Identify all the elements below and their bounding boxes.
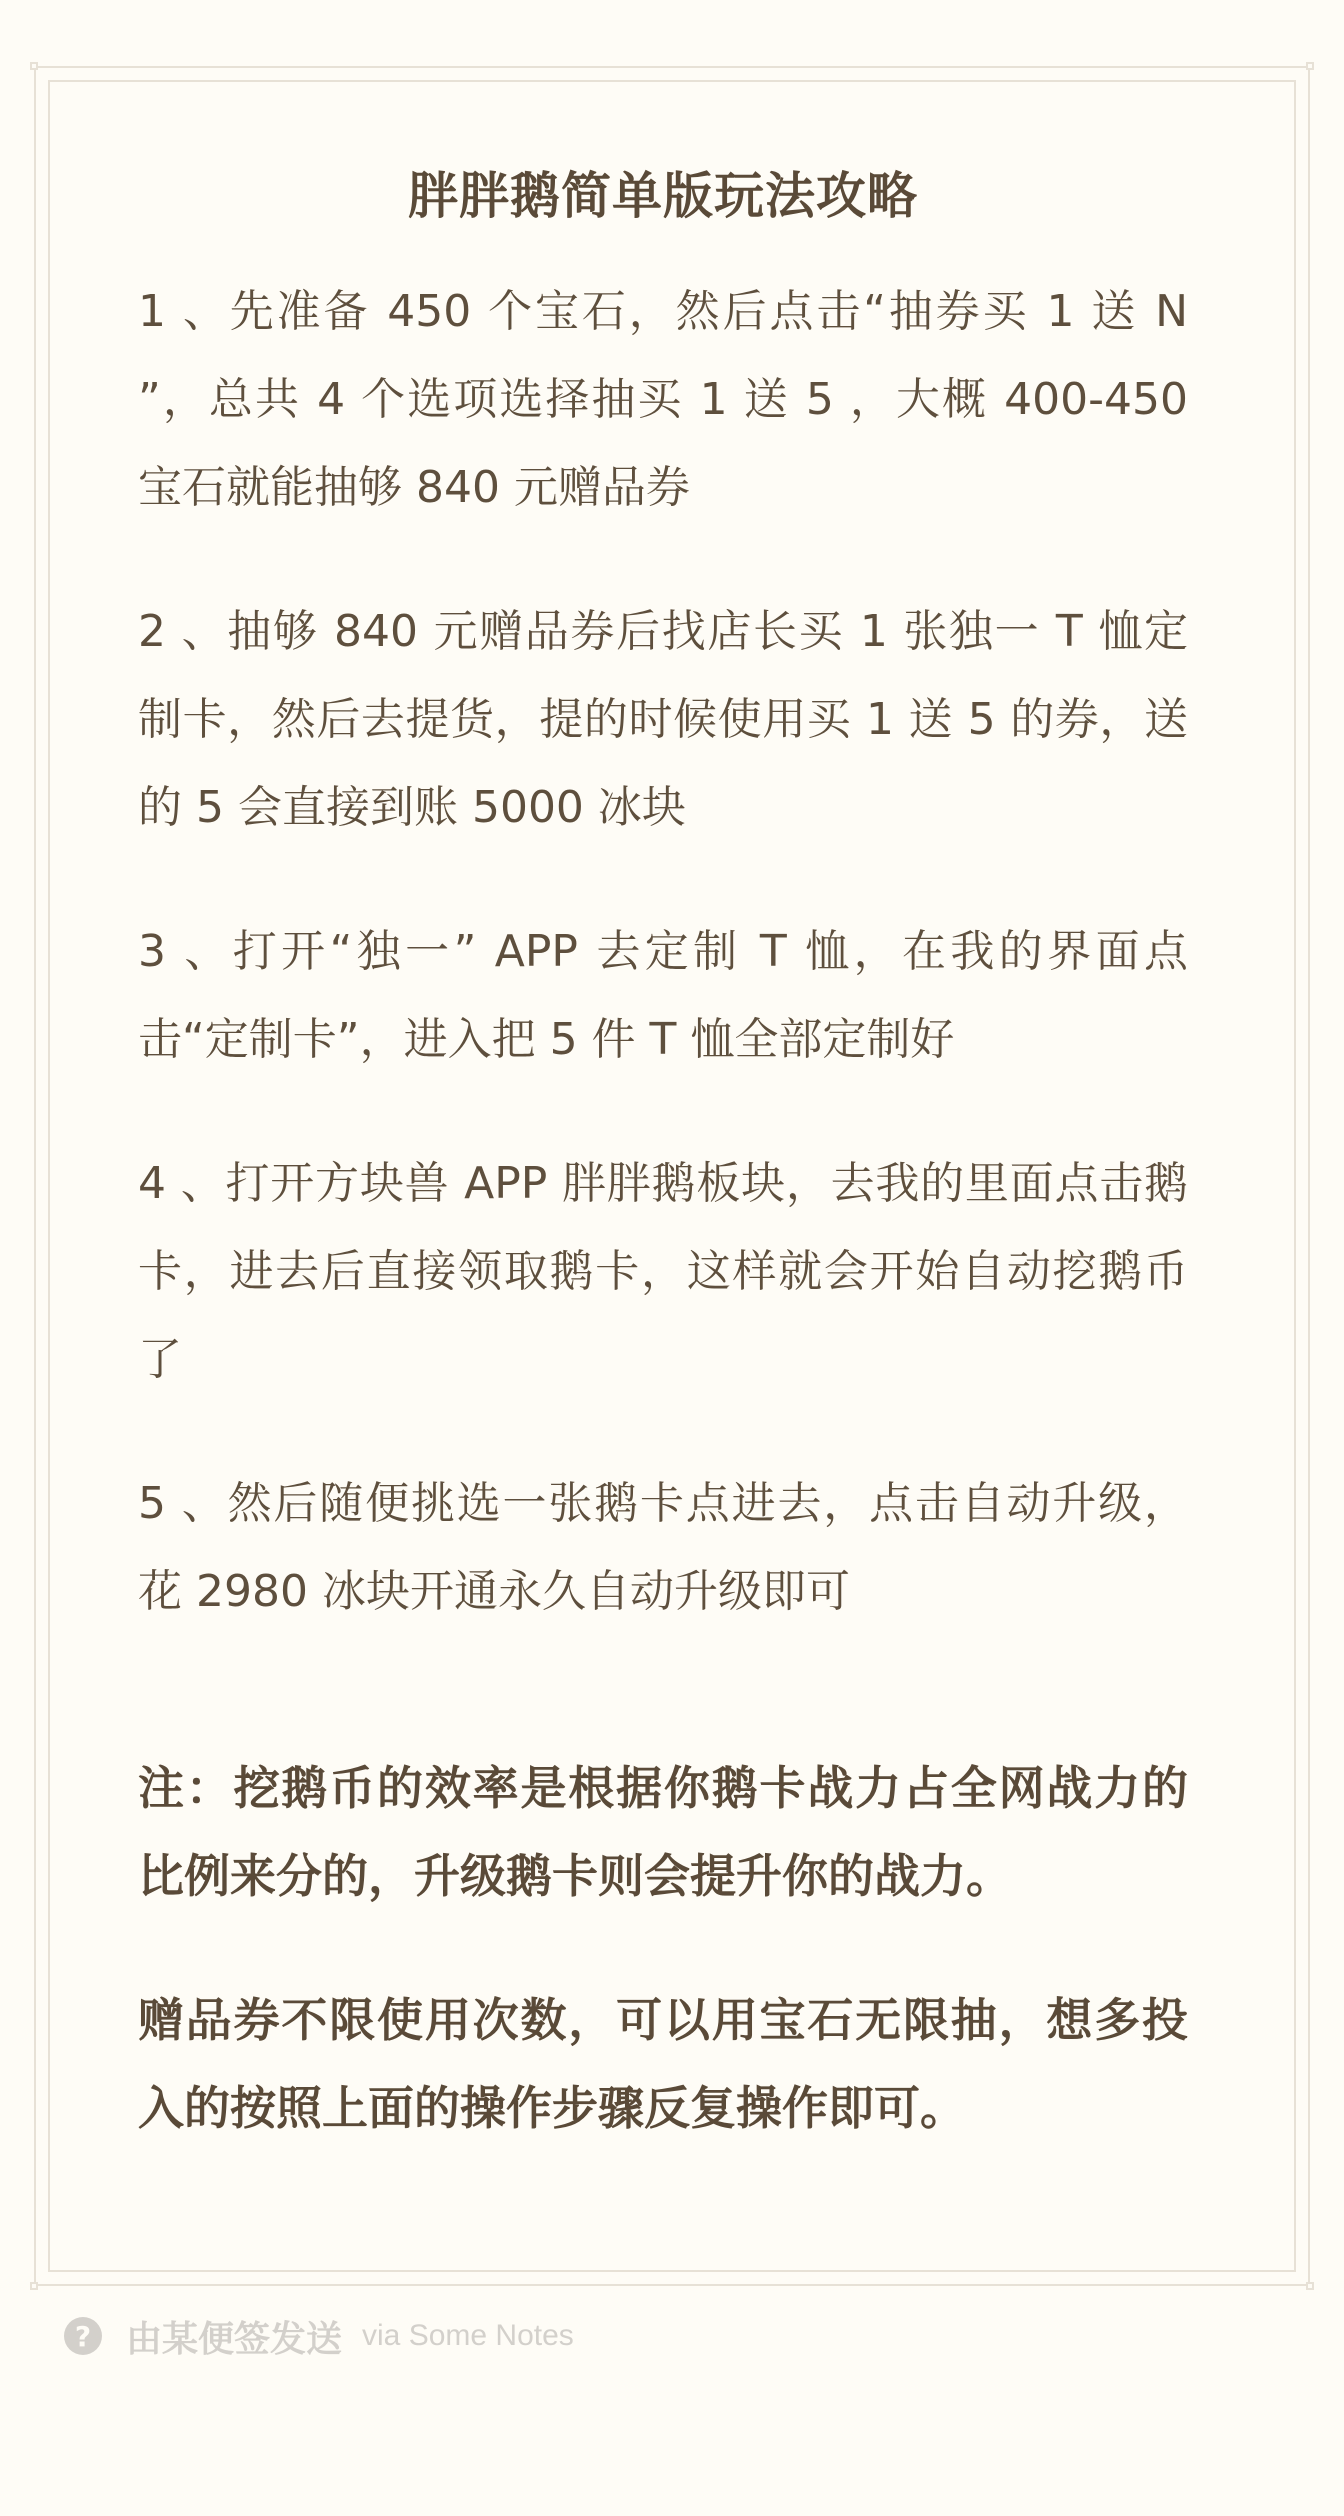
step-5: 5 、然后随便挑选一张鹅卡点进去，点击自动升级，花 2980 冰块开通永久自动升级即可 — [138, 1478, 1188, 1617]
footer-via: via Some Notes — [362, 2319, 574, 2352]
note-efficiency: 注：挖鹅币的效率是根据你鹅卡战力占全网战力的比例来分的，升级鹅卡则会提升你的战力。 — [138, 1761, 1188, 1903]
frame-corner — [30, 2282, 38, 2290]
step-1: 1 、先准备 450 个宝石，然后点击“抽券买 1 送 N ”，总共 4 个选项选择抽买 1 送 5 ，大概 400-450 宝石就能抽够 840 元赠品券 — [138, 286, 1188, 513]
note-voucher: 赠品券不限使用次数，可以用宝石无限抽，想多投入的按照上面的操作步骤反复操作即可。 — [138, 1993, 1188, 2135]
help-circle-icon[interactable]: ? — [64, 2317, 102, 2355]
step-4: 4 、打开方块兽 APP 胖胖鹅板块，去我的里面点击鹅卡，进去后直接领取鹅卡，这样就会开始自动挖鹅币了 — [138, 1158, 1188, 1385]
step-3: 3 、打开“独一” APP 去定制 T 恤，在我的界面点击“定制卡”，进入把 5 件 T 恤全部定制好 — [138, 926, 1188, 1065]
note-content — [138, 150, 1188, 2208]
footer-sent-by: 由某便签发送 — [126, 2318, 343, 2360]
frame-corner — [1306, 62, 1314, 70]
footer-attribution — [64, 2310, 574, 2362]
frame-corner — [30, 62, 38, 70]
step-2: 2 、抽够 840 元赠品券后找店长买 1 张独一 T 恤定制卡，然后去提货，提的时候使用买 1 送 5 的券，送的 5 会直接到账 5000 冰块 — [138, 606, 1188, 833]
note-title: 胖胖鹅简单版玩法攻略 — [408, 167, 918, 225]
frame-corner — [1306, 2282, 1314, 2290]
